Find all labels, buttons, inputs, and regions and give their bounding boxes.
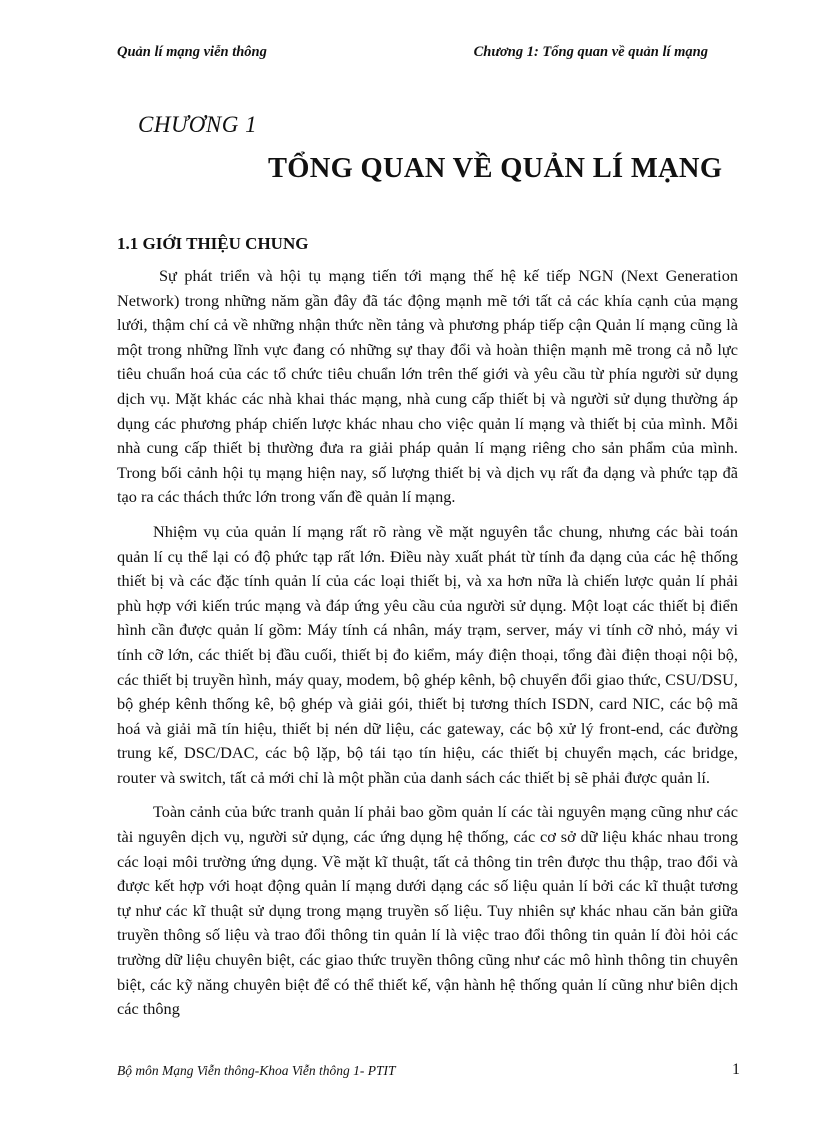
header-chapter-title: Chương 1: Tổng quan về quản lí mạng	[473, 44, 708, 60]
paragraph-2: Nhiệm vụ của quản lí mạng rất rõ ràng về mặt nguyên tắc chung, nhưng các bài toán quản lí cụ thể lại có độ phức tạp rất lớn. Điều này xuất phát từ tính đa dạng của các hệ thống thiết bị và các đặc tính quản lí của các loại thiết bị, và xa hơn nữa là chiến lược quản lí phải phù hợp với kiến trúc mạng và đáp ứng yêu cầu của người sử dụng. Một loạt các thiết bị điển hình cần được quản lí gồm: Máy tính cá nhân, máy trạm, server, máy vi tính cỡ nhỏ, máy vi tính cỡ lớn, các thiết bị đầu cuối, thiết bị đo kiểm, máy điện thoại, tổng đài điện thoại nội bộ, các thiết bị truyền hình, máy quay, modem, bộ ghép kênh, bộ chuyển đổi giao thức, CSU/DSU, bộ ghép kênh thống kê, bộ ghép và giải gói, thiết bị tương thích ISDN, card NIC, các bộ mã hoá và giải mã tín hiệu, thiết bị nén dữ liệu, các gateway, các bộ xử lý front-end, các đường trung kế, DSC/DAC, các bộ lặp, bộ tái tạo tín hiệu, các thiết bị chuyển mạch, các bridge, router và switch, tất cả mới chỉ là một phần của danh sách các thiết bị sẽ phải được quản lí.	[117, 521, 738, 787]
section-heading: 1.1 GIỚI THIỆU CHUNG	[117, 234, 309, 253]
page-footer	[117, 1063, 740, 1079]
chapter-title: TỔNG QUAN VỀ QUẢN LÍ MẠNG	[268, 153, 723, 184]
paragraph-3: Toàn cảnh của bức tranh quản lí phải bao gồm quản lí các tài nguyên mạng cũng như các tài nguyên dịch vụ, người sử dụng, các ứng dụng hệ thống, các cơ sở dữ liệu khác nhau trong các loại môi trường ứng dụng. Về mặt kĩ thuật, tất cả thông tin trên được thu thập, trao đổi và được kết hợp với hoạt động quản lí mạng dưới dạng các số liệu quản lí bởi các kĩ thuật tương tự như các kĩ thuật sử dụng trong mạng truyền số liệu. Tuy nhiên sự khác nhau căn bản giữa truyền thông số liệu và trao đổi thông tin quản lí là việc trao đổi thông tin quản lí đòi hỏi các trường dữ liệu chuyên biệt, các giao thức truyền thông cũng như các mô hình thông tin chuyên biệt, các kỹ năng chuyên biệt để có thể thiết kế, vận hành hệ thống quản lí cũng như biên dịch các thông	[117, 802, 738, 1019]
paragraph-1: Sự phát triển và hội tụ mạng tiến tới mạng thế hệ kế tiếp NGN (Next Generation Network) trong những năm gần đây đã tác động mạnh mẽ tới tất cả các khía cạnh của mạng lưới, thậm chí cả về những nhận thức nền tảng và phương pháp tiếp cận Quản lí mạng cũng là một trong những lĩnh vực đang có những sự thay đổi và hoàn thiện mạnh mẽ trong cả nỗ lực tiêu chuẩn hoá của các tổ chức tiêu chuẩn lớn trên thế giới và yêu cầu từ phía người sử dụng dịch vụ. Mặt khác các nhà khai thác mạng, nhà cung cấp thiết bị và người sử dụng thường áp dụng các phương pháp chiến lược khác nhau cho việc quản lí mạng và thiết bị của mình. Mỗi nhà cung cấp thiết bị thường đưa ra giải pháp quản lí mạng riêng cho sản phẩm của mình. Trong bối cảnh hội tụ mạng hiện nay, số lượng thiết bị và dịch vụ rất đa dạng và phức tạp đã tạo ra các thách thức lớn trong vấn đề quản lí mạng.	[117, 266, 738, 507]
header-book-title: Quản lí mạng viễn thông	[117, 44, 267, 60]
chapter-label: CHƯƠNG 1	[138, 112, 258, 137]
body-text	[117, 264, 738, 1032]
page-number: 1	[732, 1061, 740, 1078]
footer-department: Bộ môn Mạng Viễn thông-Khoa Viễn thông 1- PTIT	[117, 1063, 396, 1078]
